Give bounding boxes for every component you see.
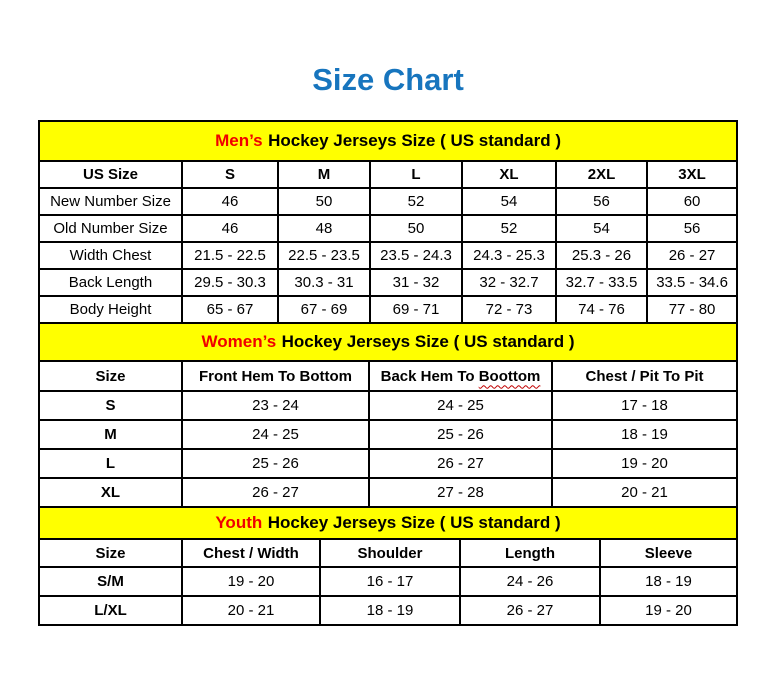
womens-section-header <box>39 323 737 361</box>
misspelled-word: Boottom <box>478 367 541 385</box>
size-chart-container <box>38 120 736 626</box>
size-value: 50 <box>370 215 462 242</box>
size-value: 18 - 19 <box>600 567 737 596</box>
size-value: 54 <box>462 188 556 215</box>
size-value: 21.5 - 22.5 <box>182 242 278 269</box>
size-value: 24 - 25 <box>369 391 552 420</box>
table-row <box>39 296 737 323</box>
size-value: 17 - 18 <box>552 391 737 420</box>
mens-row-label: Body Height <box>39 296 182 323</box>
womens-section-title: Hockey Jerseys Size ( US standard ) <box>281 332 575 351</box>
size-value: 23.5 - 24.3 <box>370 242 462 269</box>
size-value: 23 - 24 <box>182 391 369 420</box>
mens-col-header-xl: XL <box>462 161 556 188</box>
youth-section-title: Hockey Jerseys Size ( US standard ) <box>267 513 561 532</box>
womens-col-header-size: Size <box>39 361 182 391</box>
size-value: 48 <box>278 215 370 242</box>
womens-size-table <box>38 322 738 508</box>
size-value: 32.7 - 33.5 <box>556 269 647 296</box>
size-value: 50 <box>278 188 370 215</box>
table-row <box>39 478 737 507</box>
mens-col-header-us-size: US Size <box>39 161 182 188</box>
size-value: 67 - 69 <box>278 296 370 323</box>
size-value: 19 - 20 <box>182 567 320 596</box>
womens-section-highlight: Women’s <box>201 332 277 351</box>
womens-col-header-front-hem: Front Hem To Bottom <box>182 361 369 391</box>
mens-section-highlight: Men’s <box>215 131 263 150</box>
table-row <box>39 596 737 625</box>
youth-section-highlight: Youth <box>215 513 263 532</box>
size-value: 26 - 27 <box>369 449 552 478</box>
size-value: 30.3 - 31 <box>278 269 370 296</box>
size-value: 19 - 20 <box>552 449 737 478</box>
size-value: 26 - 27 <box>647 242 737 269</box>
table-row <box>39 188 737 215</box>
womens-col-header-back-hem <box>369 361 552 391</box>
table-row <box>39 391 737 420</box>
mens-size-table <box>38 120 738 324</box>
table-row <box>39 449 737 478</box>
size-value: 52 <box>370 188 462 215</box>
size-value: 19 - 20 <box>600 596 737 625</box>
size-value: 60 <box>647 188 737 215</box>
size-value: 22.5 - 23.5 <box>278 242 370 269</box>
mens-col-header-m: M <box>278 161 370 188</box>
womens-row-label: L <box>39 449 182 478</box>
size-value: 24 - 26 <box>460 567 600 596</box>
size-value: 25 - 26 <box>369 420 552 449</box>
size-value: 72 - 73 <box>462 296 556 323</box>
mens-col-header-2xl: 2XL <box>556 161 647 188</box>
size-value: 29.5 - 30.3 <box>182 269 278 296</box>
size-value: 24.3 - 25.3 <box>462 242 556 269</box>
size-value: 77 - 80 <box>647 296 737 323</box>
mens-col-header-3xl: 3XL <box>647 161 737 188</box>
size-value: 46 <box>182 188 278 215</box>
table-row <box>39 269 737 296</box>
size-value: 20 - 21 <box>182 596 320 625</box>
mens-section-title: Hockey Jerseys Size ( US standard ) <box>268 131 561 150</box>
mens-col-header-l: L <box>370 161 462 188</box>
table-row <box>39 420 737 449</box>
table-row <box>39 567 737 596</box>
youth-size-table <box>38 506 738 626</box>
youth-section-header <box>39 507 737 539</box>
size-value: 32 - 32.7 <box>462 269 556 296</box>
youth-col-header-sleeve: Sleeve <box>600 539 737 567</box>
size-value: 27 - 28 <box>369 478 552 507</box>
size-value: 18 - 19 <box>320 596 460 625</box>
size-value: 54 <box>556 215 647 242</box>
youth-col-header-size: Size <box>39 539 182 567</box>
size-value: 20 - 21 <box>552 478 737 507</box>
size-value: 56 <box>647 215 737 242</box>
youth-col-header-shoulder: Shoulder <box>320 539 460 567</box>
womens-col-header-chest: Chest / Pit To Pit <box>552 361 737 391</box>
back-hem-label: Back Hem To <box>380 367 475 385</box>
size-value: 33.5 - 34.6 <box>647 269 737 296</box>
mens-col-header-s: S <box>182 161 278 188</box>
youth-col-header-length: Length <box>460 539 600 567</box>
size-value: 65 - 67 <box>182 296 278 323</box>
mens-row-label: Back Length <box>39 269 182 296</box>
size-value: 25.3 - 26 <box>556 242 647 269</box>
youth-row-label: L/XL <box>39 596 182 625</box>
womens-row-label: S <box>39 391 182 420</box>
size-value: 56 <box>556 188 647 215</box>
table-row <box>39 242 737 269</box>
womens-row-label: M <box>39 420 182 449</box>
mens-row-label: New Number Size <box>39 188 182 215</box>
size-value: 52 <box>462 215 556 242</box>
size-value: 31 - 32 <box>370 269 462 296</box>
size-value: 18 - 19 <box>552 420 737 449</box>
size-value: 16 - 17 <box>320 567 460 596</box>
size-value: 74 - 76 <box>556 296 647 323</box>
size-value: 26 - 27 <box>460 596 600 625</box>
size-value: 69 - 71 <box>370 296 462 323</box>
womens-row-label: XL <box>39 478 182 507</box>
size-value: 26 - 27 <box>182 478 369 507</box>
mens-row-label: Old Number Size <box>39 215 182 242</box>
mens-row-label: Width Chest <box>39 242 182 269</box>
table-row <box>39 215 737 242</box>
youth-col-header-chest: Chest / Width <box>182 539 320 567</box>
size-value: 24 - 25 <box>182 420 369 449</box>
size-value: 25 - 26 <box>182 449 369 478</box>
page-title: Size Chart <box>312 62 464 97</box>
mens-section-header <box>39 121 737 161</box>
size-value: 46 <box>182 215 278 242</box>
youth-row-label: S/M <box>39 567 182 596</box>
